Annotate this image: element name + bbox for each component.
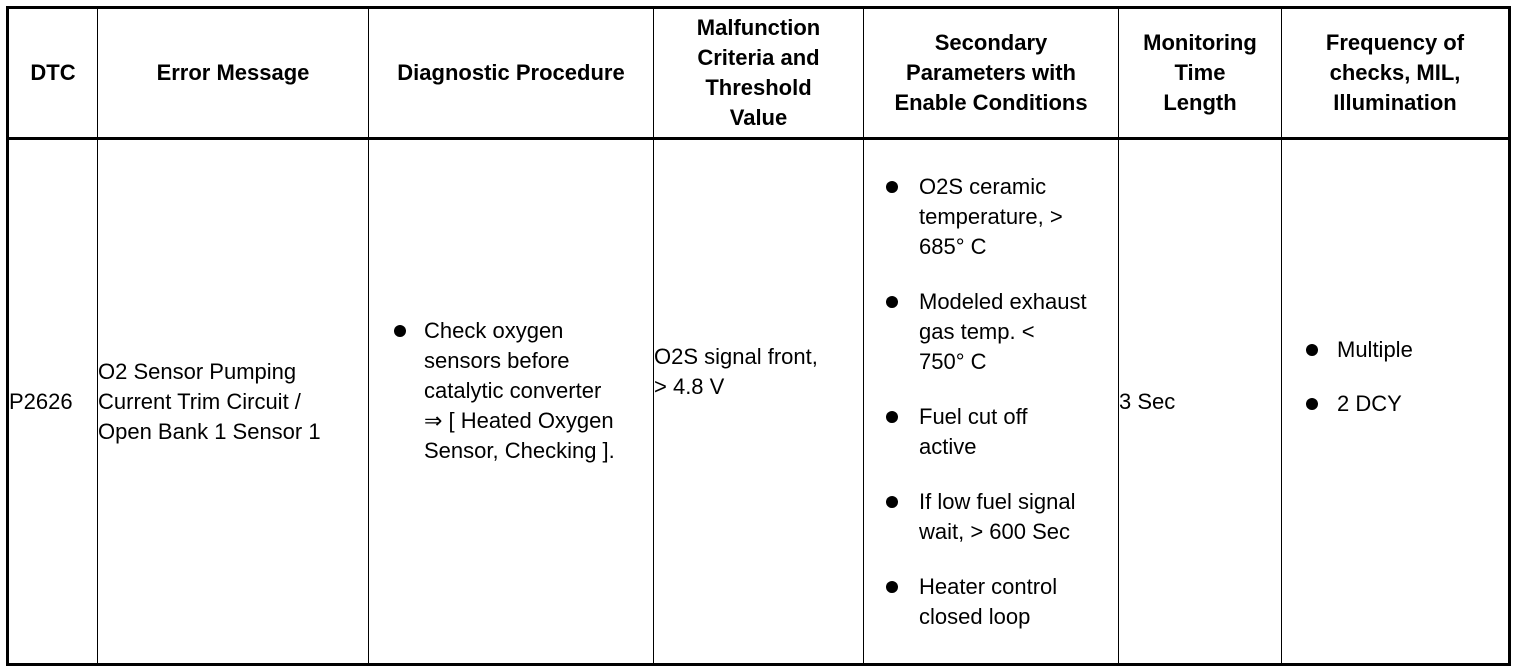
bullet-icon [886,581,898,593]
list-item: Modeled exhaust gas temp. < 750° C [864,287,1118,377]
header-secondary-parameters: Secondary Parameters with Enable Conditions [864,8,1119,139]
list-item: 2 DCY [1282,389,1508,419]
bullet-icon [1306,344,1318,356]
list-item: If low fuel signal wait, > 600 Sec [864,487,1118,547]
bullet-icon [394,325,406,337]
list-item: Multiple [1282,335,1508,365]
cell-dtc [8,139,98,665]
cell-monitoring-time [1119,139,1282,665]
list-item: Fuel cut off active [864,402,1118,462]
list-item: O2S ceramic temperature, > 685° C [864,172,1118,262]
monitoring-time-value: 3 Sec [1119,388,1176,414]
header-error-message: Error Message [98,8,369,139]
cell-secondary-parameters [864,139,1119,665]
cell-frequency [1282,139,1510,665]
diagnostic-list [369,316,653,466]
bullet-icon [886,181,898,193]
header-row [8,8,1510,139]
header-frequency: Frequency of checks, MIL, Illumination [1282,8,1510,139]
header-malfunction-criteria: Malfunction Criteria and Threshold Value [654,8,864,139]
bullet-icon [886,296,898,308]
header-monitoring-time: Monitoring Time Length [1119,8,1282,139]
bullet-icon [1306,398,1318,410]
list-item: Heater control closed loop [864,572,1118,632]
cell-error-message: O2 Sensor Pumping Current Trim Circuit / Open Bank 1 Sensor 1 [98,139,369,665]
table-row [8,139,1510,665]
bullet-icon [886,496,898,508]
secondary-parameters-list [864,172,1118,632]
dtc-code: P2626 [9,388,73,414]
header-diagnostic-procedure: Diagnostic Procedure [369,8,654,139]
frequency-list [1282,335,1508,419]
header-dtc: DTC [8,8,98,139]
dtc-table [6,6,1511,666]
cell-diagnostic-procedure [369,139,654,665]
list-item: Check oxygen sensors before catalytic converter ⇒ [ Heated Oxygen Sensor, Checking ]. [369,316,653,466]
cell-malfunction-criteria: O2S signal front, > 4.8 V [654,139,864,665]
bullet-icon [886,411,898,423]
